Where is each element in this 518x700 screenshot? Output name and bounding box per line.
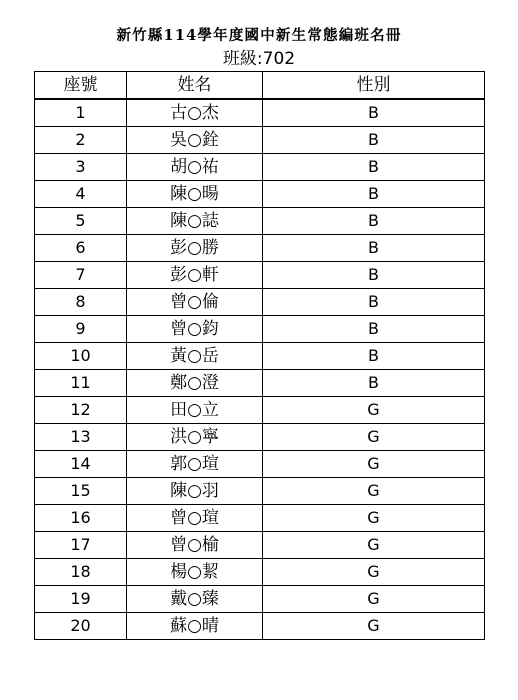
student-name-cell: 曾○榆: [127, 532, 263, 559]
table-row: [35, 289, 485, 316]
student-name-cell: 胡○祐: [127, 154, 263, 181]
student-name-cell: 洪○寧: [127, 424, 263, 451]
student-name-cell: 彭○勝: [127, 235, 263, 262]
gender-cell: B: [263, 343, 485, 370]
gender-cell: B: [263, 127, 485, 154]
table-row: [35, 613, 485, 640]
seat-number-cell: 11: [35, 370, 127, 397]
table-row: [35, 316, 485, 343]
table-row: [35, 127, 485, 154]
gender-cell: B: [263, 235, 485, 262]
gender-cell: G: [263, 532, 485, 559]
gender-cell: B: [263, 181, 485, 208]
column-header-gender: 性別: [263, 72, 485, 100]
table-row: [35, 235, 485, 262]
seat-number-cell: 17: [35, 532, 127, 559]
student-name-cell: 彭○軒: [127, 262, 263, 289]
gender-cell: G: [263, 505, 485, 532]
gender-cell: G: [263, 613, 485, 640]
table-row: [35, 559, 485, 586]
student-name-cell: 古○杰: [127, 99, 263, 127]
gender-cell: B: [263, 99, 485, 127]
table-row: [35, 397, 485, 424]
student-name-cell: 田○立: [127, 397, 263, 424]
seat-number-cell: 9: [35, 316, 127, 343]
gender-cell: G: [263, 478, 485, 505]
student-name-cell: 曾○倫: [127, 289, 263, 316]
seat-number-cell: 13: [35, 424, 127, 451]
table-row: [35, 99, 485, 127]
student-name-cell: 曾○鈞: [127, 316, 263, 343]
table-row: [35, 586, 485, 613]
table-row: [35, 154, 485, 181]
seat-number-cell: 10: [35, 343, 127, 370]
seat-number-cell: 15: [35, 478, 127, 505]
student-name-cell: 曾○瑄: [127, 505, 263, 532]
seat-number-cell: 1: [35, 99, 127, 127]
gender-cell: B: [263, 262, 485, 289]
table-row: [35, 451, 485, 478]
gender-cell: B: [263, 316, 485, 343]
student-name-cell: 鄭○澄: [127, 370, 263, 397]
seat-number-cell: 20: [35, 613, 127, 640]
seat-number-cell: 2: [35, 127, 127, 154]
gender-cell: G: [263, 397, 485, 424]
table-row: [35, 181, 485, 208]
table-header-row: [35, 72, 485, 100]
seat-number-cell: 14: [35, 451, 127, 478]
student-name-cell: 戴○臻: [127, 586, 263, 613]
seat-number-cell: 16: [35, 505, 127, 532]
seat-number-cell: 12: [35, 397, 127, 424]
table-row: [35, 424, 485, 451]
column-header-name: 姓名: [127, 72, 263, 100]
gender-cell: G: [263, 424, 485, 451]
table-row: [35, 532, 485, 559]
seat-number-cell: 7: [35, 262, 127, 289]
seat-number-cell: 3: [35, 154, 127, 181]
class-label: 班級:702: [222, 49, 296, 69]
student-name-cell: 吳○銓: [127, 127, 263, 154]
student-name-cell: 蘇○晴: [127, 613, 263, 640]
seat-number-cell: 4: [35, 181, 127, 208]
student-name-cell: 陳○暘: [127, 181, 263, 208]
seat-number-cell: 19: [35, 586, 127, 613]
table-row: [35, 262, 485, 289]
table-row: [35, 208, 485, 235]
table-body: [35, 99, 485, 640]
table-row: [35, 343, 485, 370]
table-row: [35, 505, 485, 532]
gender-cell: B: [263, 289, 485, 316]
student-roster-table: [34, 71, 485, 640]
table-row: [35, 478, 485, 505]
student-name-cell: 黃○岳: [127, 343, 263, 370]
gender-cell: G: [263, 586, 485, 613]
gender-cell: B: [263, 208, 485, 235]
table-row: [35, 370, 485, 397]
document-title: 新竹縣114學年度國中新生常態編班名冊: [116, 27, 402, 44]
gender-cell: G: [263, 559, 485, 586]
seat-number-cell: 5: [35, 208, 127, 235]
gender-cell: G: [263, 451, 485, 478]
gender-cell: B: [263, 370, 485, 397]
student-name-cell: 陳○羽: [127, 478, 263, 505]
gender-cell: B: [263, 154, 485, 181]
column-header-seat: 座號: [35, 72, 127, 100]
student-name-cell: 郭○瑄: [127, 451, 263, 478]
student-name-cell: 陳○誌: [127, 208, 263, 235]
seat-number-cell: 6: [35, 235, 127, 262]
seat-number-cell: 8: [35, 289, 127, 316]
student-name-cell: 楊○絜: [127, 559, 263, 586]
seat-number-cell: 18: [35, 559, 127, 586]
